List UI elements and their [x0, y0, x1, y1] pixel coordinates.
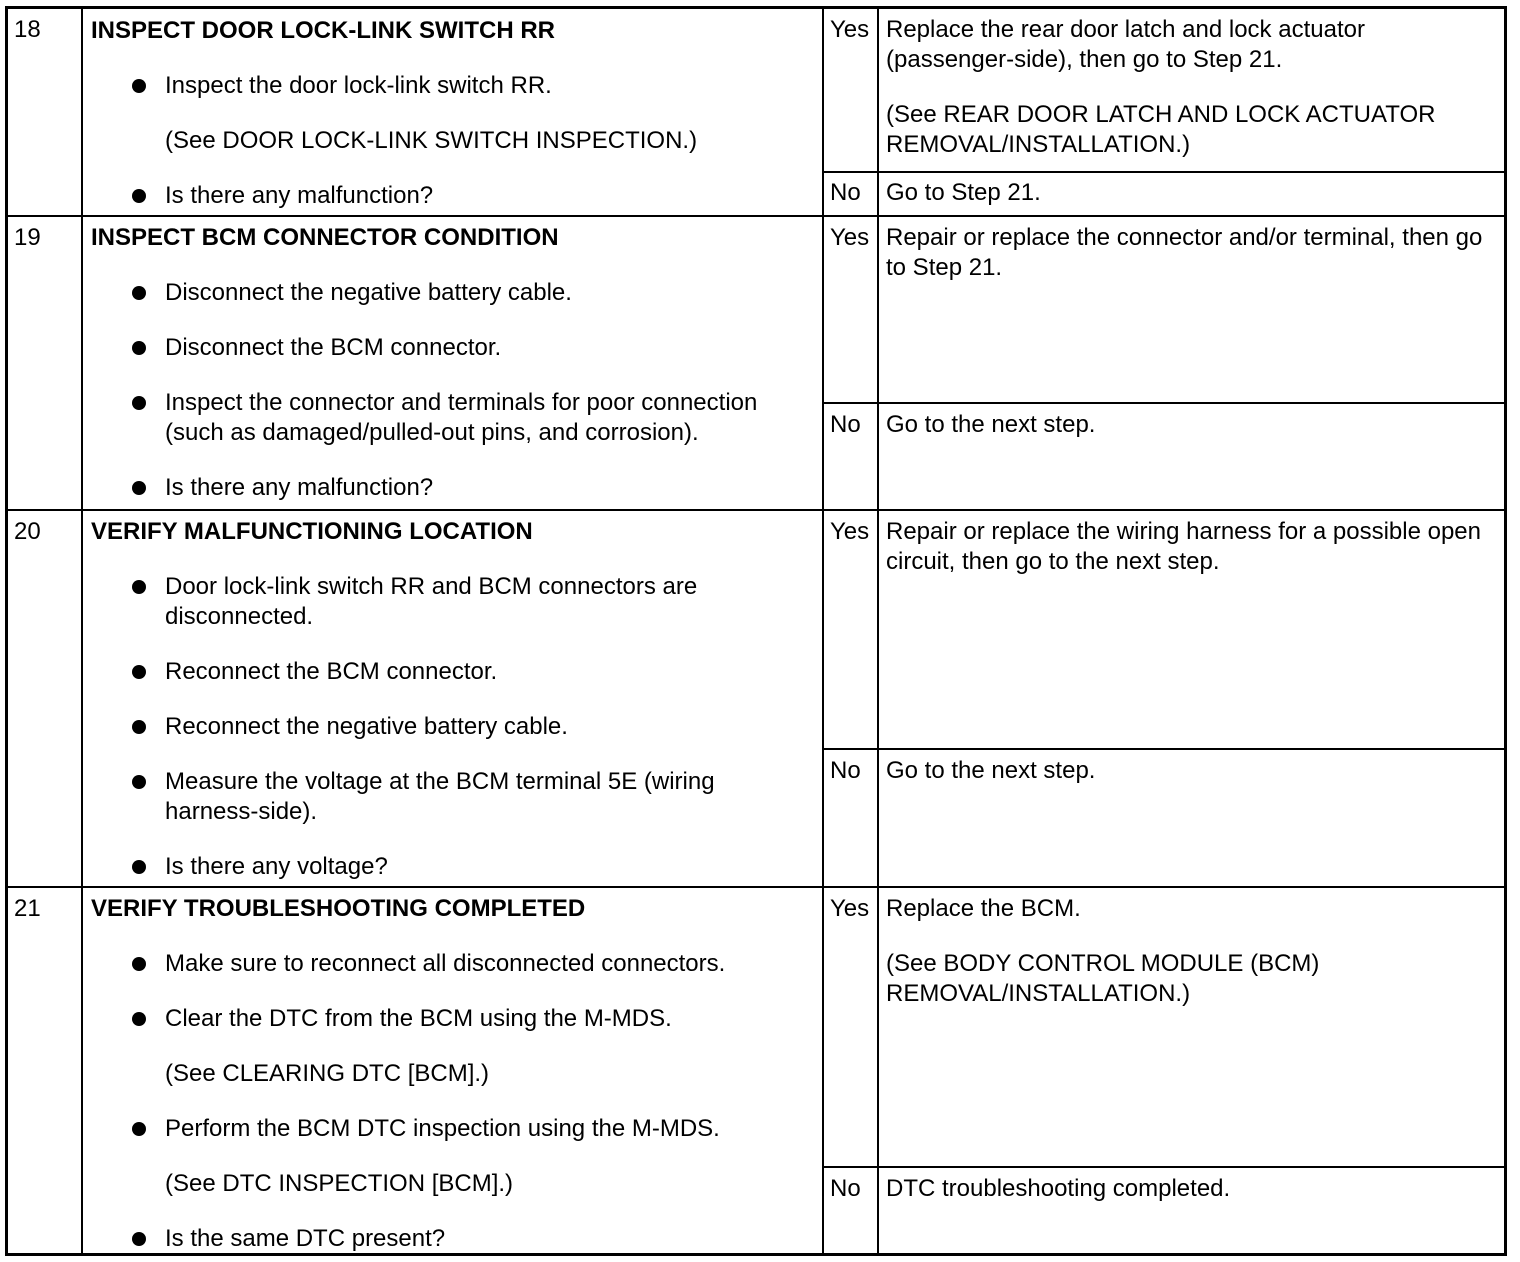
action-bullet: Inspect the door lock-link switch RR. [165, 71, 805, 101]
action-bullet: Reconnect the negative battery cable. [165, 712, 805, 742]
step-number: 20 [8, 511, 83, 886]
action-bullet: Clear the DTC from the BCM using the M-MDS. [165, 1004, 805, 1034]
action-bullet: Make sure to reconnect all disconnected connectors. [165, 949, 805, 979]
step-row-21 [8, 886, 1504, 1253]
yes-label: Yes [824, 217, 879, 402]
no-text [886, 1174, 1496, 1229]
result-paragraph: (See BODY CONTROL MODULE (BCM) REMOVAL/INSTALLATION.) [886, 950, 1320, 1007]
no-label: No [824, 1168, 879, 1255]
step-action-cell [83, 217, 824, 509]
result-paragraph: Repair or replace the wiring harness for a possible open circuit, then go to the next step. [886, 518, 1481, 575]
action-note: (See CLEARING DTC [BCM].) [165, 1060, 490, 1087]
result-no [824, 171, 1504, 215]
result-no [824, 1166, 1504, 1255]
result-no [824, 748, 1504, 888]
result-yes [824, 511, 1504, 748]
result-paragraph: DTC troubleshooting completed. [886, 1175, 1231, 1202]
step-action-cell [83, 9, 824, 215]
step-title: VERIFY TROUBLESHOOTING COMPLETED [91, 895, 586, 922]
step-action-cell [83, 511, 824, 886]
result-paragraph: Go to Step 21. [886, 179, 1041, 206]
result-paragraph: Go to the next step. [886, 411, 1096, 438]
step-title: INSPECT DOOR LOCK-LINK SWITCH RR [91, 17, 555, 44]
step-results [824, 888, 1504, 1253]
no-text [886, 410, 1496, 465]
no-text [886, 756, 1496, 811]
step-number: 21 [8, 888, 83, 1253]
yes-text [886, 15, 1496, 185]
no-label: No [824, 404, 879, 511]
yes-label: Yes [824, 888, 879, 1166]
yes-label: Yes [824, 511, 879, 748]
no-label: No [824, 750, 879, 888]
action-note: (See DOOR LOCK-LINK SWITCH INSPECTION.) [165, 127, 698, 154]
action-bullet: Is the same DTC present? [165, 1224, 805, 1254]
result-yes [824, 9, 1504, 171]
step-number: 18 [8, 9, 83, 215]
result-paragraph: Replace the BCM. [886, 895, 1081, 922]
action-bullet: Disconnect the negative battery cable. [165, 278, 805, 308]
result-yes [824, 888, 1504, 1166]
step-title: VERIFY MALFUNCTIONING LOCATION [91, 518, 533, 545]
yes-text [886, 223, 1496, 308]
action-bullet: Door lock-link switch RR and BCM connectors are disconnected. [165, 572, 805, 632]
step-title: INSPECT BCM CONNECTOR CONDITION [91, 224, 559, 251]
action-bullet: Perform the BCM DTC inspection using the M-MDS. [165, 1114, 805, 1144]
troubleshooting-table [5, 6, 1507, 1256]
step-results [824, 511, 1504, 886]
step-number: 19 [8, 217, 83, 509]
step-row-20 [8, 509, 1504, 886]
step-results [824, 217, 1504, 509]
result-paragraph: Replace the rear door latch and lock actuator (passenger-side), then go to Step 21. [886, 16, 1365, 73]
no-label: No [824, 173, 879, 215]
step-row-19 [8, 215, 1504, 509]
result-paragraph: Go to the next step. [886, 757, 1096, 784]
action-note: (See DTC INSPECTION [BCM].) [165, 1170, 514, 1197]
action-bullet: Is there any voltage? [165, 852, 805, 882]
step-results [824, 9, 1504, 215]
action-bullet: Is there any malfunction? [165, 473, 805, 503]
result-no [824, 402, 1504, 511]
result-paragraph: (See REAR DOOR LATCH AND LOCK ACTUATOR REMOVAL/INSTALLATION.) [886, 101, 1436, 158]
result-yes [824, 217, 1504, 402]
action-bullet: Measure the voltage at the BCM terminal 5E (wiring harness-side). [165, 767, 805, 827]
step-action-cell [83, 888, 824, 1253]
step-row-18 [8, 9, 1504, 215]
action-bullet: Reconnect the BCM connector. [165, 657, 805, 687]
yes-text [886, 517, 1496, 602]
action-bullet: Disconnect the BCM connector. [165, 333, 805, 363]
result-paragraph: Repair or replace the connector and/or terminal, then go to Step 21. [886, 224, 1483, 281]
yes-label: Yes [824, 9, 879, 171]
action-bullet: Is there any malfunction? [165, 181, 805, 211]
yes-text [886, 894, 1496, 1034]
action-bullet: Inspect the connector and terminals for poor connection (such as damaged/pulled-out pins, and corrosion). [165, 388, 805, 448]
